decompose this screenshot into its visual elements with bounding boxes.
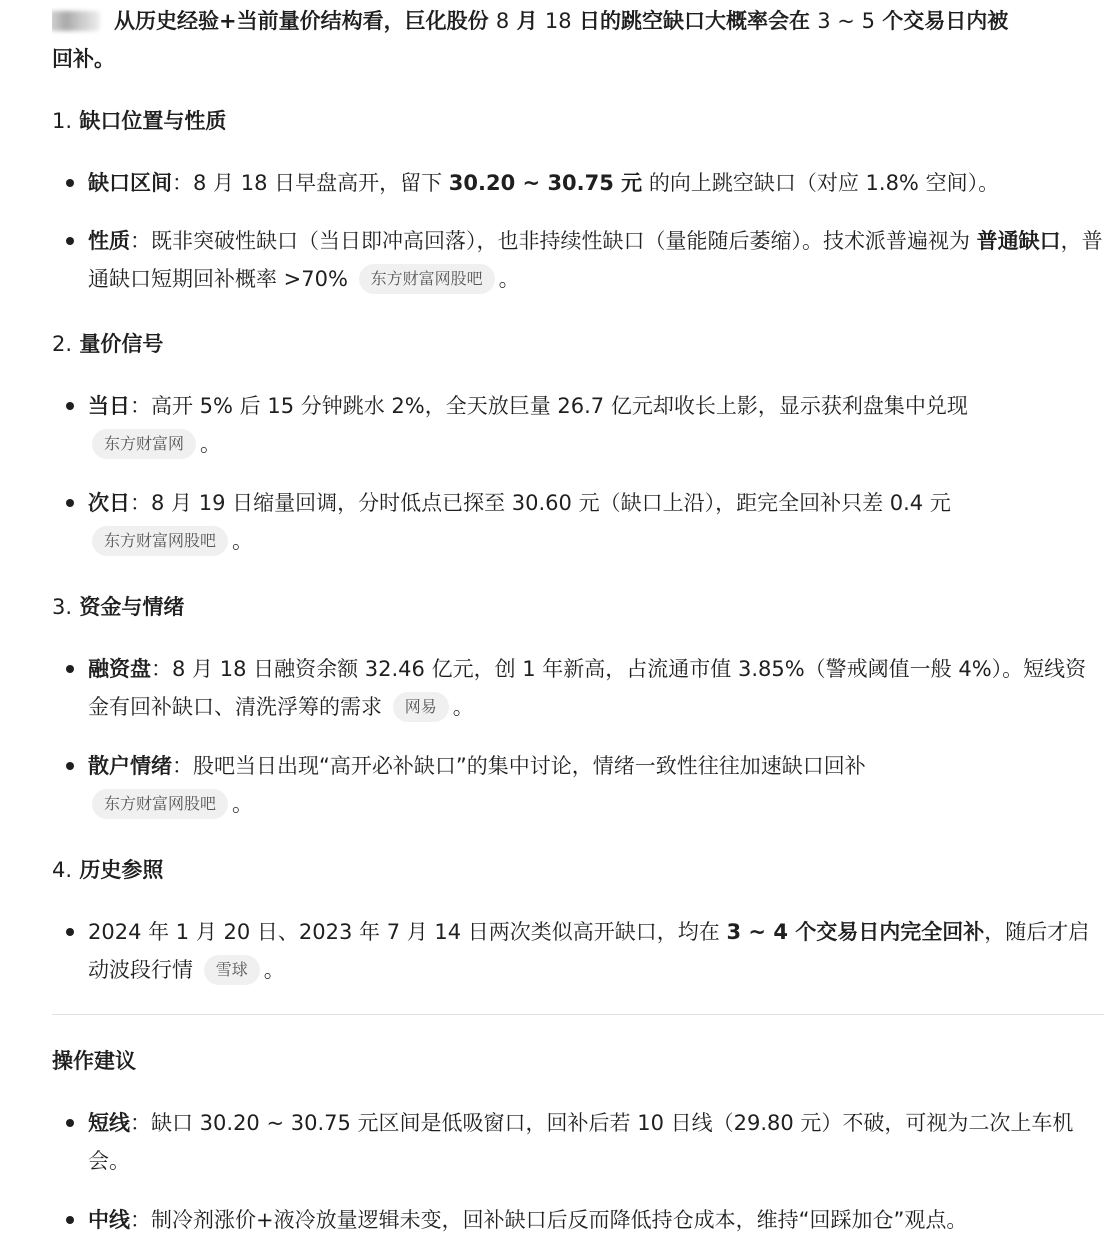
list-item: 缺口区间：8 月 18 日早盘高开，留下 30.20 ~ 30.75 元 的向上跳空缺口（对应 1.8% 空间）。 <box>88 164 1104 202</box>
list-item: 短线：缺口 30.20 ~ 30.75 元区间是低吸窗口，回补后若 10 日线（29.80 元）不破，可视为二次上车机会。 <box>88 1104 1104 1180</box>
bullet-icon <box>66 928 74 936</box>
section-title-advice: 操作建议 <box>52 1049 136 1073</box>
bullet-icon <box>66 237 74 245</box>
source-tag[interactable]: 东方财富网股吧 <box>359 264 495 294</box>
source-tag[interactable]: 东方财富网股吧 <box>92 789 228 819</box>
list-item: 散户情绪：股吧当日出现“高开必补缺口”的集中讨论，情绪一致性往往加速缺口回补 东方财富网股吧 。 <box>88 747 1104 823</box>
section-list-same-day <box>88 387 1104 463</box>
source-tag[interactable]: 雪球 <box>204 955 260 985</box>
advice-list-mid <box>88 1201 1104 1239</box>
section-list-next-day <box>88 484 1104 560</box>
list-item: 次日：8 月 19 日缩量回调，分时低点已探至 30.60 元（缺口上沿），距完全回补只差 0.4 元 东方财富网股吧 。 <box>88 484 1104 560</box>
section-title-volume-price: 2. 量价信号 <box>52 332 164 356</box>
list-item: 性质：既非突破性缺口（当日即冲高回落），也非持续性缺口（量能随后萎缩）。技术派普遍视为 普通缺口，普通缺口短期回补概率 >70% 东方财富网股吧 。 <box>88 222 1104 298</box>
list-item: 2024 年 1 月 20 日、2023 年 7 月 14 日两次类似高开缺口，均在 3 ~ 4 个交易日内完全回补，随后才启动波段行情 雪球 。 <box>88 913 1104 989</box>
bullet-icon <box>66 1216 74 1224</box>
list-item: 中线：制冷剂涨价+液冷放量逻辑未变，回补缺口后反而降低持仓成本，维持“回踩加仓”观点。 <box>88 1201 1104 1239</box>
bullet-icon <box>66 179 74 187</box>
section-title-funds-sentiment: 3. 资金与情绪 <box>52 595 185 619</box>
section-list-history <box>88 913 1104 989</box>
bullet-icon <box>66 402 74 410</box>
source-tag[interactable]: 东方财富网股吧 <box>92 526 228 556</box>
section-list-gap-nature <box>88 222 1104 298</box>
section-title-gap-position: 1. 缺口位置与性质 <box>52 109 227 133</box>
section-list-margin <box>88 650 1104 726</box>
list-item: 当日：高开 5% 后 15 分钟跳水 2%，全天放巨量 26.7 亿元却收长上影，显示获利盘集中兑现 东方财富网 。 <box>88 387 1104 463</box>
bullet-icon <box>66 499 74 507</box>
section-list-retail <box>88 747 1104 823</box>
advice-list-short <box>88 1104 1104 1180</box>
intro-line-2: 回补。 <box>52 47 115 71</box>
section-divider <box>52 1014 1104 1015</box>
bullet-icon <box>66 665 74 673</box>
bullet-icon <box>66 1119 74 1127</box>
intro-line-1: 从历史经验+当前量价结构看，巨化股份 8 月 18 日的跳空缺口大概率会在 3 ~ 5 个交易日内被 <box>52 2 1104 40</box>
source-tag[interactable]: 网易 <box>393 692 449 722</box>
intro-paragraph <box>52 2 1104 78</box>
source-tag[interactable]: 东方财富网 <box>92 429 196 459</box>
list-item: 融资盘：8 月 18 日融资余额 32.46 亿元，创 1 年新高，占流通市值 3.85%（警戒阈值一般 4%）。短线资金有回补缺口、清洗浮筹的需求 网易 。 <box>88 650 1104 726</box>
section-title-history: 4. 历史参照 <box>52 858 164 882</box>
blurred-avatar-icon <box>52 11 100 31</box>
section-list-gap-position <box>88 164 1104 202</box>
bullet-icon <box>66 762 74 770</box>
